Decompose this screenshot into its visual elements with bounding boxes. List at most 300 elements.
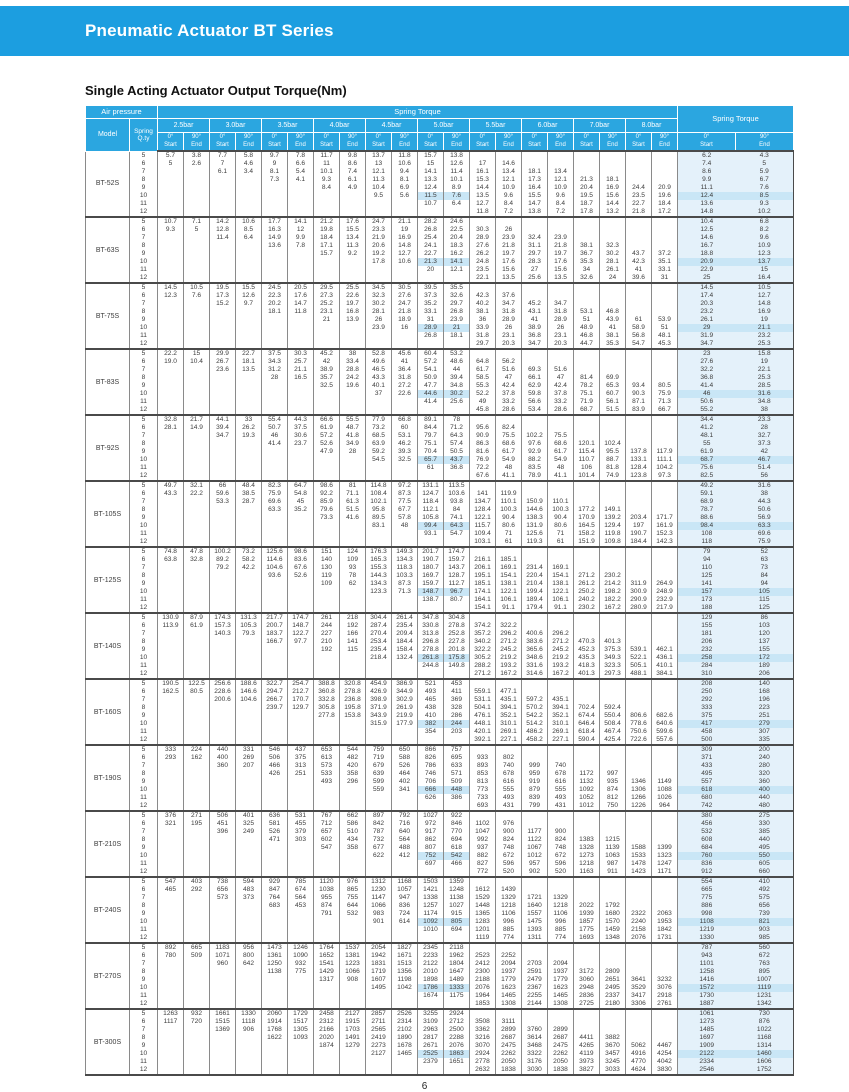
torque-value-cell: 67.6 bbox=[288, 564, 314, 572]
torque-value-cell: 34.8 bbox=[444, 382, 470, 390]
torque-value-cell: 41 bbox=[522, 316, 548, 324]
torque-value-cell: 1218 bbox=[574, 860, 600, 868]
torque-value-cell: 103.1 bbox=[470, 538, 496, 547]
spring-torque-value-cell: 118 bbox=[678, 538, 736, 547]
torque-value-cell: 14.5 bbox=[158, 283, 184, 292]
torque-value-cell bbox=[652, 217, 678, 226]
torque-value-cell: 80.6 bbox=[548, 522, 574, 530]
torque-value-cell: 89.2 bbox=[210, 556, 236, 564]
torque-value-cell bbox=[600, 820, 626, 828]
torque-value-cell bbox=[652, 894, 678, 902]
torque-value-cell: 683 bbox=[262, 902, 288, 910]
spring-torque-value-cell: 903 bbox=[736, 926, 794, 934]
spring-qty-cell: 11 bbox=[130, 860, 158, 868]
torque-value-cell: 435.3 bbox=[574, 654, 600, 662]
torque-value-cell: 28.2 bbox=[418, 217, 444, 226]
torque-value-cell bbox=[236, 1066, 262, 1075]
torque-value-cell: 573 bbox=[314, 762, 340, 770]
torque-value-cell bbox=[314, 406, 340, 415]
torque-value-cell: 1863 bbox=[444, 1050, 470, 1058]
torque-value-cell: 10.4 bbox=[366, 184, 392, 192]
torque-value-cell bbox=[366, 1058, 392, 1066]
torque-value-cell: 1308 bbox=[496, 1000, 522, 1009]
torque-value-cell: 646.4 bbox=[574, 720, 600, 728]
torque-value-cell bbox=[158, 588, 184, 596]
torque-value-cell: 564 bbox=[288, 894, 314, 902]
torque-value-cell bbox=[652, 902, 678, 910]
torque-value-cell: 1230 bbox=[366, 886, 392, 894]
torque-value-cell: 227 bbox=[314, 630, 340, 638]
torque-value-cell bbox=[236, 448, 262, 456]
spring-qty-cell: 12 bbox=[130, 802, 158, 811]
torque-value-cell bbox=[548, 1009, 574, 1018]
torque-value-cell bbox=[184, 696, 210, 704]
torque-value-cell: 774 bbox=[496, 934, 522, 943]
spring-torque-value-cell: 188 bbox=[678, 604, 736, 613]
table-row bbox=[86, 604, 794, 613]
torque-value-cell: 917 bbox=[418, 828, 444, 836]
torque-value-cell: 137.8 bbox=[626, 448, 652, 456]
table-row bbox=[86, 836, 794, 844]
spring-qty-cell: 7 bbox=[130, 564, 158, 572]
torque-value-cell: 13.4 bbox=[496, 168, 522, 176]
table-row bbox=[86, 770, 794, 778]
torque-value-cell: 144.3 bbox=[366, 572, 392, 580]
torque-value-cell: 271.2 bbox=[574, 572, 600, 580]
torque-value-cell: 106.1 bbox=[496, 596, 522, 604]
torque-value-cell: 573 bbox=[210, 894, 236, 902]
torque-value-cell: 26 bbox=[366, 316, 392, 324]
torque-value-cell bbox=[548, 952, 574, 960]
torque-value-cell bbox=[314, 860, 340, 868]
torque-value-cell bbox=[522, 481, 548, 490]
torque-value-cell: 22.7 bbox=[418, 250, 444, 258]
torque-value-cell bbox=[626, 704, 652, 712]
torque-value-cell: 111.1 bbox=[652, 456, 678, 464]
torque-value-cell bbox=[574, 828, 600, 836]
torque-value-cell bbox=[262, 522, 288, 530]
torque-value-cell: 13.6 bbox=[262, 242, 288, 250]
torque-value-cell bbox=[340, 926, 366, 934]
torque-value-cell: 122.1 bbox=[470, 514, 496, 522]
torque-value-cell: 227.1 bbox=[548, 736, 574, 745]
torque-value-cell: 1311 bbox=[522, 934, 548, 943]
torque-value-cell: 73.3 bbox=[314, 514, 340, 522]
torque-value-cell bbox=[574, 366, 600, 374]
torque-value-cell: 2918 bbox=[652, 992, 678, 1000]
torque-value-cell: 22.5 bbox=[444, 226, 470, 234]
torque-value-cell: 1842 bbox=[652, 926, 678, 934]
torque-value-cell bbox=[652, 836, 678, 844]
torque-value-cell bbox=[210, 522, 236, 530]
spring-qty-cell: 9 bbox=[130, 514, 158, 522]
torque-value-cell bbox=[158, 1026, 184, 1034]
torque-value-cell bbox=[340, 522, 366, 530]
torque-value-cell: 7.7 bbox=[210, 151, 236, 160]
torque-value-cell bbox=[548, 226, 574, 234]
spring-torque-value-cell: 16.4 bbox=[736, 274, 794, 283]
spring-torque-value-cell: 25.3 bbox=[736, 374, 794, 382]
torque-value-cell: 112.7 bbox=[444, 580, 470, 588]
torque-value-cell: 79.3 bbox=[236, 630, 262, 638]
torque-value-cell bbox=[158, 538, 184, 547]
torque-value-cell: 11.4 bbox=[444, 168, 470, 176]
torque-value-cell bbox=[522, 622, 548, 630]
torque-value-cell bbox=[626, 696, 652, 704]
spring-torque-value-cell: 6.7 bbox=[736, 176, 794, 184]
spring-torque-value-cell: 155 bbox=[736, 646, 794, 654]
spring-torque-value-cell: 8.6 bbox=[678, 168, 736, 176]
torque-value-cell: 248.9 bbox=[652, 588, 678, 596]
torque-value-cell bbox=[366, 728, 392, 736]
spring-torque-value-cell: 7.4 bbox=[678, 160, 736, 168]
torque-value-cell: 4042 bbox=[652, 1058, 678, 1066]
table-row bbox=[86, 538, 794, 547]
torque-value-cell bbox=[262, 786, 288, 794]
torque-value-cell bbox=[340, 1066, 366, 1075]
section-title: Single Acting Actuator Output Torque(Nm) bbox=[85, 83, 347, 98]
torque-value-cell: 411 bbox=[444, 688, 470, 696]
torque-value-cell bbox=[210, 456, 236, 464]
torque-value-cell: 470.3 bbox=[574, 638, 600, 646]
torque-value-cell bbox=[600, 952, 626, 960]
torque-value-cell: 28 bbox=[262, 374, 288, 382]
torque-value-cell: 812 bbox=[600, 794, 626, 802]
torque-value-cell: 294.7 bbox=[262, 688, 288, 696]
torque-value-cell bbox=[158, 406, 184, 415]
spring-torque-value-cell: 680 bbox=[678, 794, 736, 802]
torque-value-cell: 23.1 bbox=[314, 308, 340, 316]
torque-value-cell: 2379 bbox=[418, 1058, 444, 1066]
torque-value-cell: 996 bbox=[496, 918, 522, 926]
torque-value-cell: 486.2 bbox=[522, 728, 548, 736]
torque-value-cell bbox=[626, 638, 652, 646]
torque-value-cell: 36.8 bbox=[522, 332, 548, 340]
torque-value-cell: 4770 bbox=[626, 1058, 652, 1066]
table-row bbox=[86, 696, 794, 704]
table-row bbox=[86, 514, 794, 522]
torque-value-cell: 1365 bbox=[470, 910, 496, 918]
torque-value-cell: 937 bbox=[470, 844, 496, 852]
torque-value-cell bbox=[184, 564, 210, 572]
table-row bbox=[86, 654, 794, 662]
torque-value-cell: 54.9 bbox=[496, 456, 522, 464]
spring-torque-value-cell: 46 bbox=[678, 390, 736, 398]
torque-value-cell: 1138 bbox=[262, 968, 288, 976]
torque-value-cell bbox=[158, 992, 184, 1000]
torque-value-cell: 2262 bbox=[548, 1050, 574, 1058]
torque-value-cell bbox=[340, 604, 366, 613]
spring-torque-value-cell: 1887 bbox=[678, 1000, 736, 1009]
torque-value-cell: 61.9 bbox=[184, 622, 210, 630]
torque-value-cell: 302.9 bbox=[392, 696, 418, 704]
spring-torque-value-cell: 763 bbox=[736, 960, 794, 968]
torque-value-cell bbox=[158, 786, 184, 794]
table-row bbox=[86, 472, 794, 481]
torque-value-cell bbox=[626, 745, 652, 754]
torque-value-cell: 81 bbox=[340, 481, 366, 490]
torque-value-cell bbox=[184, 1042, 210, 1050]
torque-value-cell bbox=[652, 374, 678, 382]
end-subheader: 90° End bbox=[288, 133, 314, 152]
spring-torque-value-cell: 13.7 bbox=[736, 258, 794, 266]
spring-torque-value-cell: 125 bbox=[736, 604, 794, 613]
torque-value-cell: 14.9 bbox=[184, 424, 210, 432]
table-body bbox=[86, 151, 794, 1075]
torque-value-cell: 207 bbox=[236, 762, 262, 770]
torque-value-cell: 21.2 bbox=[314, 217, 340, 226]
torque-value-cell bbox=[600, 556, 626, 564]
torque-value-cell bbox=[574, 564, 600, 572]
torque-value-cell: 14.1 bbox=[288, 217, 314, 226]
spring-torque-mid-header: Spring Torque bbox=[158, 106, 678, 119]
torque-value-cell: 31 bbox=[418, 316, 444, 324]
table-row bbox=[86, 1042, 794, 1050]
torque-value-cell bbox=[366, 736, 392, 745]
torque-value-cell bbox=[236, 588, 262, 596]
torque-value-cell bbox=[262, 390, 288, 398]
torque-value-cell: 113.5 bbox=[444, 481, 470, 490]
end-subheader: 90° End bbox=[236, 133, 262, 152]
torque-value-cell bbox=[600, 894, 626, 902]
torque-value-cell: 37.8 bbox=[548, 390, 574, 398]
torque-value-cell: 57.2 bbox=[418, 358, 444, 366]
torque-value-cell: 911 bbox=[600, 868, 626, 877]
spring-torque-value-cell: 23.3 bbox=[736, 415, 794, 424]
torque-value-cell: 91.1 bbox=[496, 604, 522, 613]
torque-value-cell: 152.3 bbox=[652, 530, 678, 538]
torque-value-cell: 150.9 bbox=[522, 498, 548, 506]
spring-torque-value-cell: 258 bbox=[678, 654, 736, 662]
torque-value-cell: 1937 bbox=[548, 968, 574, 976]
spring-qty-cell: 11 bbox=[130, 398, 158, 406]
spring-torque-value-cell: 309 bbox=[678, 745, 736, 754]
torque-value-cell bbox=[184, 596, 210, 604]
spring-torque-value-cell: 28.5 bbox=[736, 382, 794, 390]
torque-value-cell bbox=[236, 1042, 262, 1050]
torque-value-cell bbox=[626, 886, 652, 894]
torque-value-cell: 398.9 bbox=[366, 696, 392, 704]
spring-qty-cell: 11 bbox=[130, 728, 158, 736]
torque-value-cell: 3111 bbox=[496, 1018, 522, 1026]
torque-value-cell: 286 bbox=[444, 712, 470, 720]
torque-value-cell: 21.8 bbox=[496, 242, 522, 250]
torque-value-cell: 11.8 bbox=[392, 151, 418, 160]
torque-value-cell bbox=[392, 538, 418, 547]
torque-value-cell: 287.4 bbox=[366, 622, 392, 630]
torque-value-cell: 748 bbox=[496, 844, 522, 852]
torque-value-cell: 19.3 bbox=[236, 432, 262, 440]
torque-value-cell: 2475 bbox=[548, 1042, 574, 1050]
torque-value-cell: 16.9 bbox=[392, 234, 418, 242]
torque-value-cell bbox=[210, 208, 236, 217]
torque-value-cell: 775 bbox=[288, 968, 314, 976]
torque-value-cell bbox=[262, 208, 288, 217]
torque-value-cell: 134.3 bbox=[366, 580, 392, 588]
torque-value-cell: 78.2 bbox=[574, 382, 600, 390]
torque-value-cell bbox=[288, 472, 314, 481]
torque-value-cell bbox=[236, 852, 262, 860]
torque-value-cell bbox=[574, 160, 600, 168]
torque-value-cell: 824 bbox=[548, 836, 574, 844]
torque-value-cell bbox=[288, 588, 314, 596]
torque-value-cell bbox=[210, 712, 236, 720]
torque-value-cell bbox=[210, 340, 236, 349]
torque-value-cell bbox=[652, 415, 678, 424]
torque-value-cell: 90.4 bbox=[496, 514, 522, 522]
torque-value-cell bbox=[444, 736, 470, 745]
torque-value-cell: 42.3 bbox=[470, 292, 496, 300]
torque-value-cell: 3060 bbox=[574, 976, 600, 984]
torque-value-cell bbox=[184, 918, 210, 926]
torque-value-cell: 174.7 bbox=[288, 613, 314, 622]
torque-value-cell: 2458 bbox=[314, 1009, 340, 1018]
torque-value-cell: 30.2 bbox=[366, 300, 392, 308]
torque-value-cell: 31 bbox=[652, 274, 678, 283]
torque-value-cell: 662 bbox=[340, 811, 366, 820]
torque-value-cell bbox=[158, 506, 184, 514]
torque-value-cell: 26.8 bbox=[418, 226, 444, 234]
torque-value-cell bbox=[262, 976, 288, 984]
torque-value-cell: 270.4 bbox=[366, 630, 392, 638]
torque-value-cell bbox=[236, 778, 262, 786]
torque-value-cell bbox=[392, 662, 418, 670]
torque-value-cell: 254.7 bbox=[288, 679, 314, 688]
torque-value-cell: 465 bbox=[418, 696, 444, 704]
torque-value-cell bbox=[158, 208, 184, 217]
torque-value-cell: 2495 bbox=[600, 984, 626, 992]
torque-value-cell: 41.1 bbox=[496, 472, 522, 481]
torque-value-cell: 38.9 bbox=[522, 324, 548, 332]
torque-value-cell: 1132 bbox=[574, 778, 600, 786]
torque-value-cell: 25.6 bbox=[522, 274, 548, 283]
spring-torque-value-cell: 200 bbox=[736, 745, 794, 754]
table-row bbox=[86, 448, 794, 456]
torque-value-cell: 44.6 bbox=[418, 390, 444, 398]
torque-value-cell: 61 bbox=[418, 464, 444, 472]
torque-value-cell bbox=[236, 926, 262, 934]
torque-value-cell bbox=[496, 415, 522, 424]
torque-value-cell: 125.6 bbox=[262, 547, 288, 556]
torque-value-cell bbox=[158, 918, 184, 926]
pressure-header-6.0bar: 6.0bar bbox=[522, 119, 574, 133]
torque-value-cell: 53.4 bbox=[522, 406, 548, 415]
torque-value-cell bbox=[652, 432, 678, 440]
spring-qty-cell: 7 bbox=[130, 894, 158, 902]
torque-value-cell: 48.7 bbox=[340, 424, 366, 432]
torque-value-cell: 1369 bbox=[210, 1026, 236, 1034]
torque-value-cell bbox=[626, 481, 652, 490]
torque-value-cell: 702.4 bbox=[574, 704, 600, 712]
torque-value-cell: 315.9 bbox=[366, 720, 392, 728]
torque-value-cell: 17.1 bbox=[314, 242, 340, 250]
torque-value-cell: 104.6 bbox=[262, 564, 288, 572]
torque-value-cell bbox=[288, 456, 314, 464]
table-row bbox=[86, 926, 794, 934]
torque-value-cell: 24.6 bbox=[444, 217, 470, 226]
torque-value-cell: 119.9 bbox=[496, 490, 522, 498]
torque-value-cell: 31.2 bbox=[262, 366, 288, 374]
spring-torque-value-cell: 307 bbox=[736, 728, 794, 736]
torque-value-cell bbox=[652, 828, 678, 836]
torque-value-cell: 431 bbox=[496, 802, 522, 811]
torque-value-cell: 55.5 bbox=[340, 415, 366, 424]
torque-value-cell: 244 bbox=[444, 720, 470, 728]
torque-value-cell bbox=[600, 886, 626, 894]
spring-torque-right-header: Spring Torque bbox=[678, 106, 794, 133]
torque-value-cell bbox=[600, 679, 626, 688]
torque-value-cell: 328 bbox=[444, 704, 470, 712]
torque-value-cell: 5.8 bbox=[236, 151, 262, 160]
torque-value-cell: 28.9 bbox=[496, 316, 522, 324]
torque-value-cell bbox=[366, 992, 392, 1000]
torque-value-cell: 17.8 bbox=[366, 258, 392, 266]
torque-value-cell: 3760 bbox=[522, 1026, 548, 1034]
torque-value-cell: 11.3 bbox=[340, 242, 366, 250]
torque-value-cell: 1588 bbox=[626, 844, 652, 852]
torque-value-cell bbox=[210, 934, 236, 943]
torque-value-cell bbox=[184, 572, 210, 580]
torque-value-cell: 17.2 bbox=[652, 208, 678, 217]
spring-torque-value-cell: 1119 bbox=[736, 984, 794, 992]
torque-value-cell bbox=[366, 596, 392, 604]
torque-value-cell bbox=[210, 852, 236, 860]
torque-value-cell: 1515 bbox=[210, 1018, 236, 1026]
spring-torque-value-cell: 684 bbox=[678, 844, 736, 852]
torque-value-cell bbox=[236, 258, 262, 266]
torque-value-cell bbox=[288, 712, 314, 720]
torque-value-cell: 5 bbox=[184, 226, 210, 234]
torque-value-cell bbox=[522, 1009, 548, 1018]
torque-value-cell: 3830 bbox=[652, 1066, 678, 1075]
torque-value-cell: 740 bbox=[496, 762, 522, 770]
torque-value-cell: 28.1 bbox=[158, 424, 184, 432]
torque-value-cell: 827 bbox=[470, 860, 496, 868]
torque-value-cell: 162 bbox=[184, 754, 210, 762]
torque-value-cell bbox=[184, 794, 210, 802]
torque-value-cell: 7.2 bbox=[548, 208, 574, 217]
torque-value-cell bbox=[574, 811, 600, 820]
torque-value-cell: 85.9 bbox=[314, 498, 340, 506]
torque-value-cell bbox=[184, 440, 210, 448]
torque-value-cell bbox=[496, 745, 522, 754]
spring-qty-cell: 9 bbox=[130, 250, 158, 258]
spring-torque-value-cell: 44.3 bbox=[736, 498, 794, 506]
torque-value-cell: 193.2 bbox=[548, 662, 574, 670]
torque-value-cell bbox=[470, 151, 496, 160]
torque-value-cell: 348.6 bbox=[522, 654, 548, 662]
torque-value-cell: 95.6 bbox=[470, 424, 496, 432]
table-row bbox=[86, 547, 794, 556]
torque-value-cell bbox=[158, 308, 184, 316]
torque-value-cell: 510 bbox=[340, 828, 366, 836]
torque-value-cell: 53.1 bbox=[574, 308, 600, 316]
torque-value-cell bbox=[600, 877, 626, 886]
torque-value-cell: 1421 bbox=[418, 886, 444, 894]
spring-qty-cell: 12 bbox=[130, 1000, 158, 1009]
torque-value-cell: 82.3 bbox=[262, 481, 288, 490]
torque-value-cell bbox=[574, 762, 600, 770]
torque-value-cell bbox=[444, 1066, 470, 1075]
torque-value-cell: 1088 bbox=[652, 786, 678, 794]
torque-value-cell: 141 bbox=[340, 638, 366, 646]
torque-value-cell: 785 bbox=[288, 877, 314, 886]
table-row bbox=[86, 1000, 794, 1009]
spring-torque-value-cell: 10.4 bbox=[678, 217, 736, 226]
torque-value-cell: 1175 bbox=[444, 992, 470, 1000]
torque-value-cell: 8.5 bbox=[236, 226, 262, 234]
torque-value-cell bbox=[210, 968, 236, 976]
